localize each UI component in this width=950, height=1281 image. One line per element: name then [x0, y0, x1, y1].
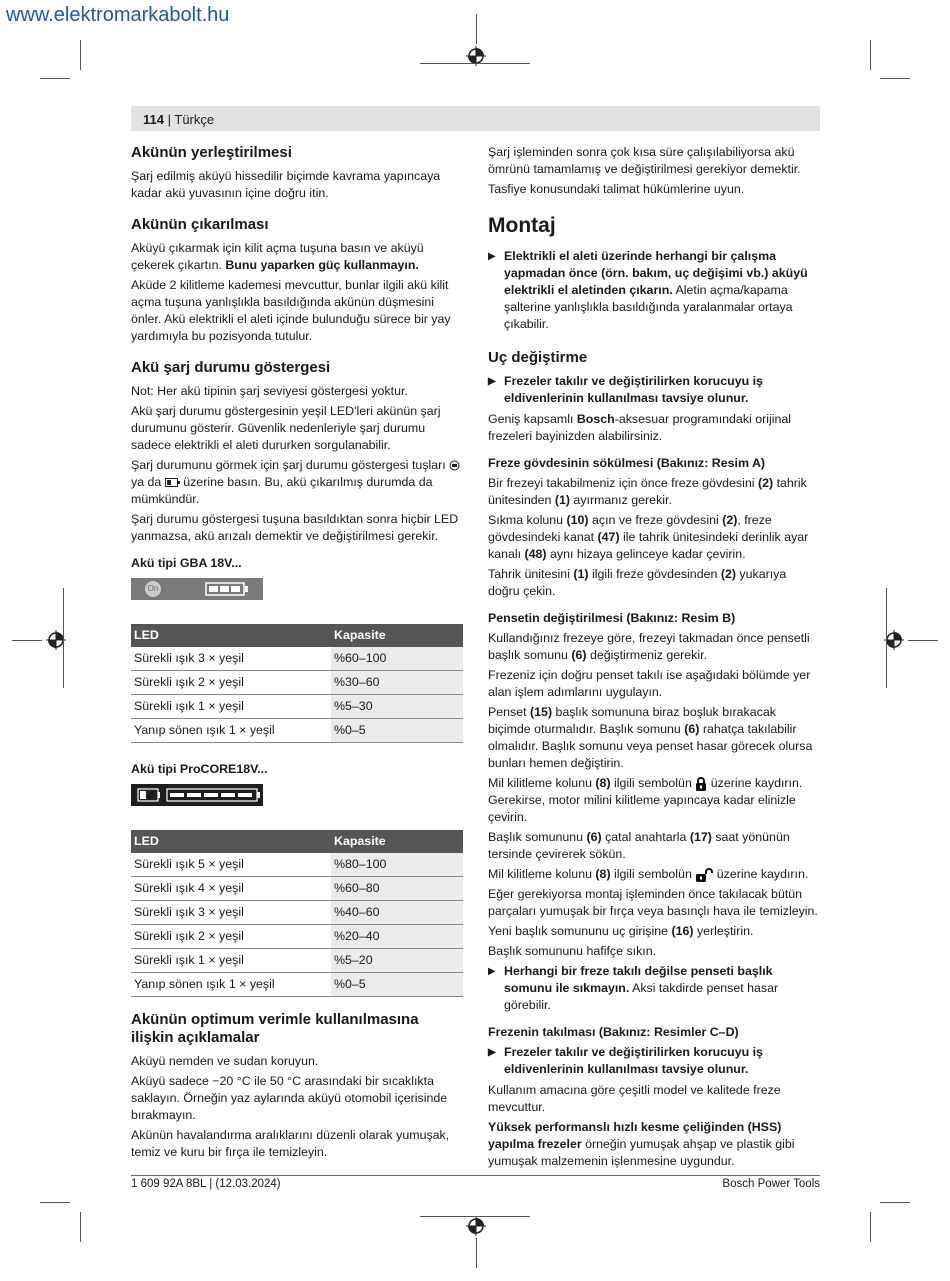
capacity-cell: %0–5 — [331, 973, 463, 997]
warning-bullet: ▶ Elektrikli el aleti üzerinde herhangi bir çalışma yapmadan önce (örn. bakım, uç değişimi vb.) aküyü elektrikli el aletinden çıkarın. Aletin açma/kapama şalterine yanlışlıkla basıldığında yaralanmalar ortaya çıkabilir. — [488, 248, 820, 333]
table-row — [131, 719, 463, 743]
paragraph: Eğer gerekiyorsa montaj işleminden önce takılacak bütün parçaları yumuşak bir fırça veya basınçlı hava ile temizleyin. — [488, 887, 818, 918]
battery-leds-icon — [137, 788, 261, 802]
capacity-cell: %40–60 — [331, 901, 463, 925]
reg-line — [12, 640, 42, 641]
capacity-cell: %60–80 — [331, 877, 463, 901]
capacity-cell: %80–100 — [331, 853, 463, 877]
paragraph: Penset (15) başlık somununa biraz boşluk bırakacak biçimde oturmalıdır. Başlık somunu (6) rahatça takılabilir olmalıdır. Başlık somunu veya penset hasar görecek olursa bunları hemen değiştirin. — [488, 705, 813, 770]
reg-line — [420, 1216, 530, 1217]
capacity-cell: %5–30 — [331, 695, 463, 719]
paragraph: Mil kilitleme kolunu (8) ilgili sembolün üzerine kaydırın. — [488, 867, 809, 881]
paragraph: Not: Her akü tipinin şarj seviyesi göstergesi yoktur. — [131, 384, 408, 398]
led-cell: Sürekli ışık 3 × yeşil — [131, 647, 331, 671]
paragraph: Sıkma kolunu (10) açın ve freze gövdesini (2), freze gövdesindeki kanat (47) ile tahrik ünitesindeki derinlik ayar kanalı (48) aynı hizaya gelinceye kadar çevirin. — [488, 513, 809, 561]
gba-battery-display — [131, 578, 263, 600]
registration-mark-icon — [884, 630, 904, 650]
right-column — [488, 144, 820, 1173]
header-bar — [131, 106, 820, 131]
paragraph: Şarj durumu göstergesi tuşuna basıldıktan sonra hiçbir LED yanmazsa, akü arızalı demektir ve değiştirilmesi gerekir. — [131, 512, 459, 543]
reg-line — [476, 1238, 477, 1268]
on-button: On — [145, 581, 161, 597]
paragraph: Frezeniz için doğru penset takılı ise aşağıdaki bölümde yer alan işlem adımlarını uygulayın. — [488, 668, 811, 699]
paragraph: Yeni başlık somununu uç girişine (16) yerleştirin. — [488, 924, 754, 938]
footer-doc-id: 1 609 92A 8BL | (12.03.2024) — [131, 1178, 281, 1190]
header-language: Türkçe — [174, 112, 215, 127]
paragraph: Aküyü nemden ve sudan koruyun. — [131, 1054, 319, 1068]
reg-line — [63, 588, 64, 688]
table-header: LED — [131, 624, 331, 647]
capacity-cell: %60–100 — [331, 647, 463, 671]
paragraph: Bir frezeyi takabilmeniz için önce freze gövdesini (2) tahrik ünitesinden (1) ayırmanız gerekir. — [488, 476, 807, 507]
led-cell: Sürekli ışık 1 × yeşil — [131, 949, 331, 973]
warning-bullet: ▶ Frezeler takılır ve değiştirilirken korucuyu iş eldivenlerinin kullanılması tavsiye olunur. — [488, 1044, 820, 1078]
lock-closed-icon — [695, 777, 707, 791]
led-cell: Yanıp sönen ışık 1 × yeşil — [131, 973, 331, 997]
warning-bullet: ▶ Frezeler takılır ve değiştirilirken korucuyu iş eldivenlerinin kullanılması tavsiye olunur. — [488, 373, 820, 407]
crop-mark — [880, 1202, 910, 1203]
reg-line — [420, 63, 530, 64]
paragraph: Kullanım amacına göre çeşitli model ve kalitede freze mevcuttur. — [488, 1083, 781, 1114]
registration-mark-icon — [466, 1216, 486, 1236]
table-row — [131, 949, 463, 973]
capacity-cell: %30–60 — [331, 671, 463, 695]
table-header: LED — [131, 830, 331, 853]
table-title: Akü tipi ProCORE18V... — [131, 762, 268, 776]
reg-line — [908, 640, 938, 641]
subsection-title: Pensetin değiştirilmesi (Bakınız: Resim B) — [488, 611, 736, 625]
section-title: Uç değiştirme — [488, 349, 588, 366]
table-header: Kapasite — [331, 830, 463, 853]
table-row — [131, 877, 463, 901]
table-row — [131, 973, 463, 997]
page-number: 114 — [143, 112, 164, 127]
paragraph: Kullandığınız frezeye göre, frezeyi takmadan önce pensetli başlık somunu (6) değiştirmeniz gerekir. — [488, 631, 810, 662]
led-cell: Sürekli ışık 2 × yeşil — [131, 671, 331, 695]
led-cell: Sürekli ışık 5 × yeşil — [131, 853, 331, 877]
reg-line — [476, 14, 477, 44]
section-title: Akü şarj durumu göstergesi — [131, 359, 331, 376]
paragraph: Aküyü sadece −20 °C ile 50 °C arasındaki bir sıcaklıkta saklayın. Örneğin yaz aylarında aküyü otomobil içerisinde bırakmayın. — [131, 1074, 448, 1122]
crop-mark — [80, 1212, 81, 1242]
paragraph: Aküde 2 kilitleme kademesi mevcuttur, bunlar ilgili akü kilit açma tuşuna yanlışlıkla basıldığında akünün düşmesini önler. Akü elektrikli el aleti içinde bulunduğu sürece bir yay yardımıyla bu pozisyonda tutulur. — [131, 278, 451, 343]
capacity-cell: %20–40 — [331, 925, 463, 949]
paragraph: Şarj edilmiş aküyü hissedilir biçimde kavrama yapıncaya kadar akü yuvasının içine doğru itin. — [131, 169, 441, 200]
section-title: Akünün optimum verimle kullanılmasına ilişkin açıklamalar — [131, 1011, 419, 1046]
led-cell: Sürekli ışık 2 × yeşil — [131, 925, 331, 949]
paragraph: Tasfiye konusundaki talimat hükümlerine uyun. — [488, 182, 745, 196]
paragraph: Mil kilitleme kolunu (8) ilgili sembolün üzerine kaydırın. Gerekirse, motor milini kilitleme yapıncaya kadar elinizle çevirin. — [488, 776, 803, 824]
left-column — [131, 144, 463, 1175]
led-cell: Sürekli ışık 4 × yeşil — [131, 877, 331, 901]
crop-mark — [870, 40, 871, 70]
header-separator: | — [167, 112, 171, 127]
battery-level-icon — [165, 478, 180, 487]
table-row — [131, 925, 463, 949]
crop-mark — [40, 1202, 70, 1203]
procore-battery-display — [131, 784, 263, 806]
battery-leds-icon — [205, 582, 249, 596]
paragraph: Başlık somununu (6) çatal anahtarla (17) saat yönünün tersinde çevirerek sökün. — [488, 830, 790, 861]
lock-open-icon — [695, 868, 713, 882]
section-title: Akünün yerleştirilmesi — [131, 144, 292, 161]
paragraph: Şarj işleminden sonra çok kısa süre çalışılabiliyorsa akü ömrünü tamamlamış ve değiştirilmesi gerekiyor demektir. — [488, 145, 801, 176]
paragraph: Başlık somununu hafifçe sıkın. — [488, 944, 657, 958]
crop-mark — [80, 40, 81, 70]
crop-mark — [40, 78, 70, 79]
paragraph: Geniş kapsamlı Bosch-aksesuar programındaki orijinal frezeleri bayinizden alabilirsiniz. — [488, 412, 792, 443]
paragraph: Yüksek performanslı hızlı kesme çeliğinden (HSS) yapılma frezeler örneğin yumuşak ahşap ve plastik gibi yumuşak malzemenin işlenmesine uygundur. — [488, 1120, 795, 1168]
capacity-cell: %5–20 — [331, 949, 463, 973]
table-row — [131, 695, 463, 719]
battery-button-icon — [449, 460, 460, 471]
warning-bullet: ▶ Herhangi bir freze takılı değilse penseti başlık somunu ile sıkmayın. Aksi takdirde penset hasar görebilir. — [488, 963, 820, 1014]
table-title: Akü tipi GBA 18V... — [131, 556, 242, 570]
table-row — [131, 647, 463, 671]
crop-mark — [880, 78, 910, 79]
table-row — [131, 853, 463, 877]
footer-brand: Bosch Power Tools — [722, 1178, 820, 1190]
montaj-title: Montaj — [488, 214, 556, 237]
paragraph: Akü şarj durumu göstergesinin yeşil LED'leri akünün şarj durumunu gösterir. Güvenlik nedenleriyle şarj durumu sadece elektrikli el aleti dururken sorgulanabilir. — [131, 404, 441, 452]
paragraph: Şarj durumunu görmek için şarj durumu göstergesi tuşları ya da üzerine basın. Bu, akü çıkarılmış durumda da mümkündür. — [131, 457, 463, 508]
section-title: Akünün çıkarılması — [131, 216, 269, 233]
page-header — [143, 112, 214, 127]
table-header: Kapasite — [331, 624, 463, 647]
site-url[interactable]: www.elektromarkabolt.hu — [6, 4, 230, 26]
led-cell: Yanıp sönen ışık 1 × yeşil — [131, 719, 331, 743]
table-row — [131, 901, 463, 925]
reg-line — [886, 588, 887, 688]
table-row — [131, 671, 463, 695]
subsection-title: Frezenin takılması (Bakınız: Resimler C–D) — [488, 1025, 739, 1039]
gba-capacity-table — [131, 624, 463, 743]
subsection-title: Freze gövdesinin sökülmesi (Bakınız: Resim A) — [488, 456, 766, 470]
paragraph: Akünün havalandırma aralıklarını düzenli olarak yumuşak, temiz ve kuru bir fırça ile temizleyin. — [131, 1128, 450, 1159]
paragraph: Aküyü çıkarmak için kilit açma tuşuna basın ve aküyü çekerek çıkartın. Bunu yaparken güç kullanmayın. — [131, 241, 424, 272]
paragraph: Tahrik ünitesini (1) ilgili freze gövdesinden (2) yukarıya doğru çekin. — [488, 567, 787, 598]
led-cell: Sürekli ışık 3 × yeşil — [131, 901, 331, 925]
capacity-cell: %0–5 — [331, 719, 463, 743]
crop-mark — [870, 1212, 871, 1242]
procore-capacity-table — [131, 830, 463, 997]
led-cell: Sürekli ışık 1 × yeşil — [131, 695, 331, 719]
footer-rule — [131, 1175, 820, 1176]
